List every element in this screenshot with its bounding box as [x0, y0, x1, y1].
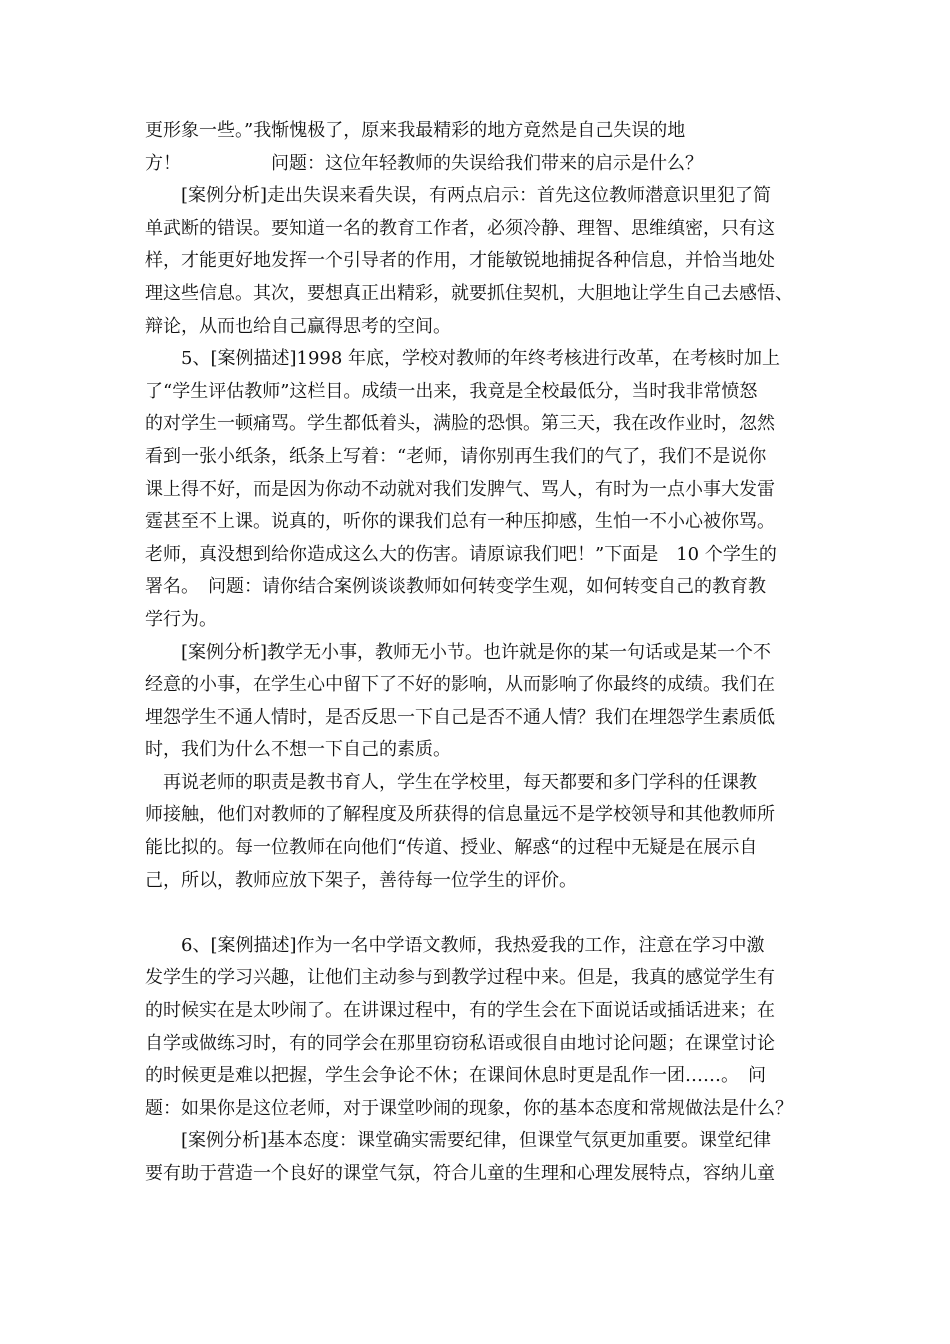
text-line: 的时候更是难以把握，学生会争论不休；在课间休息时更是乱作一团……。 问: [145, 1065, 766, 1087]
text-line: 单武断的错误。要知道一名的教育工作者，必须冷静、理智、思维缜密，只有这: [145, 217, 775, 239]
text-line: 师接触，他们对教师的了解程度及所获得的信息量远不是学校领导和其他教师所: [145, 804, 775, 826]
text-line: 了“学生评估教师”这栏目。成绩一出来，我竟是全校最低分，当时我非常愤怒: [145, 380, 758, 402]
text-line: [案例分析]走出失误来看失误，有两点启示：首先这位教师潜意识里犯了简: [145, 185, 772, 207]
text-line: 学行为。: [145, 608, 217, 630]
text-line: 的对学生一顿痛骂。学生都低着头，满脸的恐惧。第三天，我在改作业时，忽然: [145, 413, 775, 435]
text-line: 样，才能更好地发挥一个引导者的作用，才能敏锐地捕捉各种信息，并恰当地处: [145, 250, 775, 272]
text-line: 理这些信息。其次，要想真正出精彩，就要抓住契机，大胆地让学生自己去感悟、: [145, 282, 793, 304]
text-line: 的时候实在是太吵闹了。在讲课过程中，有的学生会在下面说话或插话进来；在: [145, 1000, 775, 1022]
text-line: 时，我们为什么不想一下自己的素质。: [145, 739, 451, 761]
text-line: 署名。 问题：请你结合案例谈谈教师如何转变学生观，如何转变自己的教育教: [145, 576, 766, 598]
text-line: 老师，真没想到给你造成这么大的伤害。请原谅我们吧！”下面是 10 个学生的: [145, 543, 777, 565]
blank-line: [145, 897, 807, 930]
text-line: 6、[案例描述]作为一名中学语文教师，我热爱我的工作，注意在学习中激: [145, 934, 765, 956]
text-line: 题：如果你是这位老师，对于课堂吵闹的现象，你的基本态度和常规做法是什么？: [145, 1097, 793, 1119]
document-body: [145, 115, 807, 1191]
text-line: 方！ 问题：这位年轻教师的失误给我们带来的启示是什么？: [145, 152, 703, 174]
text-line: 能比拟的。每一位教师在向他们“传道、授业、解惑“的过程中无疑是在展示自: [145, 837, 758, 859]
text-line: 5、[案例描述]1998 年底，学校对教师的年终考核进行改革，在考核时加上: [145, 348, 781, 370]
text-line: 霆甚至不上课。说真的，听你的课我们总有一种压抑感，生怕一不小心被你骂。: [145, 511, 775, 533]
text-line: [案例分析]基本态度：课堂确实需要纪律，但课堂气氛更加重要。课堂纪律: [145, 1130, 772, 1152]
text-line: 更形象一些。”我惭愧极了，原来我最精彩的地方竟然是自己失误的地: [145, 120, 686, 141]
text-line: 看到一张小纸条，纸条上写着：“老师，请你别再生我们的气了，我们不是说你: [145, 445, 767, 467]
text-line: [案例分析]教学无小事，教师无小节。也许就是你的某一句话或是某一个不: [145, 641, 772, 663]
text-line: 再说老师的职责是教书育人，学生在学校里，每天都要和多门学科的任课教: [145, 771, 757, 793]
text-line: 埋怨学生不通人情时，是否反思一下自己是否不通人情？我们在埋怨学生素质低: [145, 706, 775, 728]
text-line: 经意的小事，在学生心中留下了不好的影响，从而影响了你最终的成绩。我们在: [145, 674, 775, 696]
text-line: 自学或做练习时，有的同学会在那里窃窃私语或很自由地讨论问题；在课堂讨论: [145, 1032, 775, 1054]
text-line: 己，所以，教师应放下架子，善待每一位学生的评价。: [145, 869, 577, 891]
text-line: 要有助于营造一个良好的课堂气氛，符合儿童的生理和心理发展特点，容纳儿童: [145, 1163, 775, 1184]
text-line: 课上得不好，而是因为你动不动就对我们发脾气、骂人，有时为一点小事大发雷: [145, 478, 775, 500]
text-line: 辩论，从而也给自己赢得思考的空间。: [145, 315, 451, 337]
text-line: 发学生的学习兴趣，让他们主动参与到教学过程中来。但是，我真的感觉学生有: [145, 967, 775, 989]
